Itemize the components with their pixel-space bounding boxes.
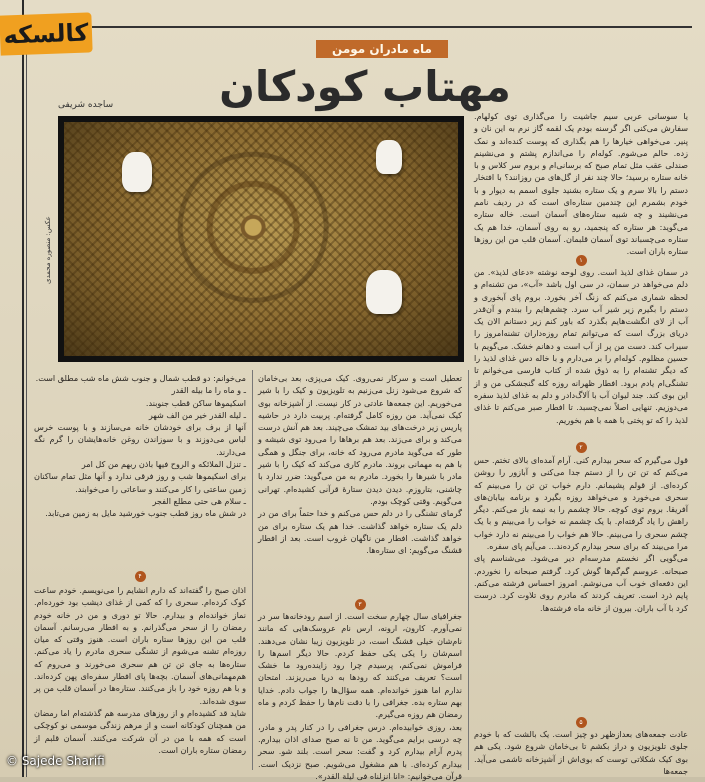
quote-line: ـ لیله القدر خیر من الف شهر — [148, 409, 246, 420]
watermark-text: © Sajede Sharifi — [6, 754, 105, 768]
praying-figure-2 — [376, 140, 402, 174]
column-right-mid — [474, 266, 688, 436]
copyright-watermark — [6, 754, 156, 772]
section-marker: ۲ — [576, 442, 587, 453]
column-right-footer — [474, 728, 688, 774]
section-marker: ۵ — [576, 717, 587, 728]
column-right-bottom — [474, 454, 688, 710]
quote-line: ـ سلام هی حتی مطلع الفجر — [152, 495, 246, 506]
paragraph: عادت جمعه‌های بعدازظهر دو چیز است. یک بالشت که با خودم جلوی تلویزیون و دراز بکشم تا بی‌خامان شروع شود. یکی هم بوی کیک شکلاتی توست که بوی‌اش از آشپزخانه تا‌شمی می‌آید. جمعه‌ها — [474, 729, 688, 776]
column-middle-top — [258, 372, 462, 594]
article-photo-frame — [58, 116, 464, 362]
mosque-carpet-photo — [64, 122, 458, 356]
praying-figure-1 — [122, 152, 152, 192]
photo-credit: عکس: منصوره محمدی — [44, 216, 52, 284]
paragraph: شاید قد کشیده‌ام و از روزهای مدرسه هم گذشته‌ام اما رمضان من همچنان کودکانه است و از مرهم زندگی موسمی نو کوچکی است که همه با من در آن شرکت می‌کنند. آسمان قلبم از رمضان ستاره باران است. — [34, 707, 246, 755]
paragraph: جغرافیای سال چهارم سخت است. از اسم رودخانه‌ها سر در نمی‌آورم. کارون، ارونه، ارس نام عروسک‌هایی که مانند نام‌شان خیلی قشنگ است، در تلویزیون زیبا نشان می‌دهند. اسم‌شان را یکی یکی حفظ کردم. حالا دیگر اسم‌ها را فراموش نمی‌کنم، پرسیدم چرا رود زاینده‌رود ما خشک است؟ تعریف می‌کنند که رودها به دریا می‌ریزند. امتحان ندارم اما هنوز خوانده‌ام. همه سؤال‌ها را جواب دادم. خدایا بهم ستاره بده. جغرافی را با دقت نام‌ها را حفظ کردم و ماه رمضان هم روزه می‌گیرم. — [258, 611, 462, 720]
section-marker: ۱ — [576, 255, 587, 266]
paragraph: در شش ماه روز قطب جنوب خورشید مایل به زمین می‌تابد. — [45, 508, 246, 519]
paragraph: می‌خوانم: دو قطب شمال و جنوب شش ماه شب مطلق است. — [35, 373, 246, 383]
article-headline: مهتاب کودکان — [219, 62, 511, 111]
section-marker-row — [474, 437, 688, 453]
paragraph: در سمان غذای لذیذ است. روی لوحه نوشته «دعای لذیذ». من دلم می‌خواهد در سمان، در سی اول باشد «آب»، من تشنه‌ام و لحظه شماری می‌کنم که زنگ آخر بخورد. بروم پای آبخوری و دستم را بگیرم زیر شیر آب سرد. چشم‌هایم را ببندم و آن‌قدر آب از لای انگشت‌هایم بگذرد که باور کنم زیر دستانم الان یک دریای بزرگ است که می‌توانم تمام روزه‌داران تشنه‌امروز را سیراب کند. دست من پر از آب است و دهانم خشک. می‌گویم با حسین مظلوم. کوله‌ام را بر می‌دارم و با خاله دس غذای لذیذ را که دیگر تشنه‌ام را به ذوق شده از کتاب فارسی می‌خوانم تا تشنگی‌ام یادم برود. افطار ظهرانه روزه کله گنجشکی من و از این بوی کند. جند لیوان آب با آلاگ‌دادر و دلم به غذای لذیذ سفره می‌دوزیم. تنهایی اصلاً نمی‌چسبد. تا افطار صبر می‌کنم تا غذای لذیذ را که تو پختی با همه با هم بخوریم. — [474, 267, 688, 425]
paragraph: آنها از برف برای خودشان خانه می‌سازند و با پوست خرس لباس می‌دوزند و با سوزاندن روغن خانه‌هایشان را گرم نگه می‌دارند. — [34, 422, 246, 457]
paragraph: یا سوسانی عربی سیم جاشیت را می‌گذاری توی کولهام. سفارش می‌کنی اگر گرسنه بودم یک لقمه گاز نرم به این نان و پنیر. می‌خواهی خیارها را هم بگذاری که پوست کنده‌اند و نمک زده. حالم می‌شوم. کوله‌ام را می‌اندازم پشتم و می‌نشینم صندلی عقب مثل تمام صبح که برسانی‌ام و بروم سر کلاس و با خانه ستاره برسید؛ حالا چند نفر از گل‌های من روزانند؟ با افتخار دستم را بالا سرم و یک ستاره بشنید جلوی اسمم به دیوار و با خودم بشمرم این چندمین ستاره‌ای است که در ردیف نامم می‌نشیند و چه شبیه ستاره‌های آسمان است. خاله ستاره می‌گوید: هر ستاره که پنجمید، رو به روی آسمان، خدا هم یک ستاره می‌چسباند توی آسمان قلبمان. آسمان قلب من این روزها ستاره باران است. — [474, 111, 688, 257]
column-rule — [468, 370, 469, 770]
quote-line: ـ و ماه را ما بیله القدر — [171, 385, 246, 396]
column-middle-bottom — [258, 610, 462, 781]
paragraph: قول می‌گیرم که سحر بیدارم کنی. آرام آمده‌ای بالای تختم. حس می‌کنم که تن تن را از دستم جدا می‌کنی و آبازور را روشن کرده‌ای. از قولم پشیمانم. دارم خواب تن تن را می‌بینم که سحری می‌خورد و می‌خواهد روزه بگیرد و برنامه بیابان‌های آفریقا. بروم توی کوچه. حالا چشمم را به نیمه باز می‌کنم. دیگر راهش را یاد گرفته‌ام. با یک چشمم نه خواب را می‌بینم و با یک چشم سحری را می‌بینم. حالا هم خواب را می‌بینم نه دارد خواب مرا می‌بیند که برای سحر بیدارم کرده‌ند... می‌آیم پای سفره. — [474, 455, 688, 552]
section-marker-row — [474, 250, 688, 266]
section-tag — [0, 12, 93, 55]
section-marker: ۴ — [135, 571, 146, 582]
article-kicker: ماه مادران مومن — [316, 40, 448, 58]
paragraph: گرمای تشنگی را در دلم حس می‌کنم و خدا حتماً برای من در دلم یک ستاره خواهد گذاشت. خدا هم یک ستاره برای من خواهد گذاشت. افطار من ناگهان غروب است. بعد از افطار قشنگ می‌گویم: ای ستاره‌ها. — [258, 508, 462, 556]
column-right-top — [474, 110, 688, 257]
quote-line: ـ تنزل الملائکه و الروح فیها باذن ربهم من کل امر — [81, 459, 246, 470]
paragraph: تعطیل است و سرکار نمی‌روی. کیک می‌پزی، بعد بی‌خامان که شروع می‌شود زنل می‌زنیم به تلویزیون و کیک را با شیر می‌خوریم. این جمعه‌ها عادتی در کار نیست. از آشپزخانه بوی کیک نمی‌آید. من روزه کامل گرفته‌ام. پربیت دارد در حاشیه پاریس زیر درخت‌های بید تمشک می‌چیند. بعد هم آنش درست می‌کند و برای می‌زند. بعد هم برها‌ها را می‌رود توی شیشه و طور که می‌گوید مادرم می‌رود که خانه، برای جنگل و همگی با هم به مهمانی بروند. مادرم کاری می‌کند که کیک را با شیر مادر با شیر‌ها را بخورد. مادرم به من می‌گوید: ضرر ندارد با چاشنی، بتاروزم. دیدن دیدن ستارهٔ قرآنی کشیده‌ام. تهرانی می‌گویم. وقتی کوچک بودم. — [258, 373, 462, 506]
section-tag-label: کالسکه — [3, 18, 89, 50]
praying-figure-3 — [366, 270, 402, 314]
paragraph: اذان صبح را گفته‌اند که دارم انشایم را می‌نویسم. خودم ساعت کوک کرده‌ام. سحری را که کمی از غذای دیشب بود خورده‌ام. نماز خوانده‌ام و بیدارم. حالا تو دوری و من در خانه خودم رمضان را از سحر می‌گذرانم. و به افطار می‌رسانم. آسمان قلب من این روزها ستاره باران است. هنوز وقتی که میان روزه‌ام تشنه می‌شوم از تشنگی سحری مادرم را یاد می‌کنم. ستاره‌ها به جای تن تن هم سحری می‌خورند و می‌روم که هم‌مهمانی‌های آسمان. بچه‌ها پای افطار سفره‌ای پهن کرده‌اند. و با هم روزه خود را باز می‌کنند. ستاره‌ها در آسمان قلب من پر سوی شده‌اند. — [34, 585, 246, 706]
section-marker-row — [474, 712, 688, 728]
left-border-rule-thin — [26, 40, 27, 777]
header-rule — [92, 26, 692, 28]
section-marker: ۳ — [355, 599, 366, 610]
column-left-top — [34, 372, 246, 564]
column-rule — [252, 370, 253, 770]
paragraph: بعد، روزی خوابیده‌ام. درس جغرافی را در کنار پدر و مادر، چه درسی برایم می‌گوید. من تا نه صبح صدای اذان بیدارم. پدرم آرام بیدارم کرد و گفت: سحر است. بلند شو. سحر بیدارم کرده‌ای. با هم مشغول می‌شویم. صبح نزدیک است. قرآن می‌خوانیم: «انا انزلناه فی لیلة القدر». — [258, 721, 462, 781]
paragraph: می‌گویی اگر نخستم مدرسه‌ام دیر می‌شود. می‌شناسم پای صبحانه. عروسم گم‌گم‌ها گوش کرد. گرفتم صبحانه را نخوردم. این دفعه‌ای خوب آب می‌نوشم. امروز احساس فرشته می‌کنم. پایم ذرد است. تعریف کردند که مادرم روی تلاوت کرد. درست کرد با آب باران. بیرون از خانه ماه فرشته‌ها. — [474, 553, 688, 613]
paragraph: اسکیموها ساکن قطب جنوبند. — [145, 397, 246, 408]
section-marker-row — [34, 566, 246, 582]
left-border-rule — [22, 0, 24, 777]
article-byline: ساجده شریفی — [58, 100, 114, 110]
section-marker-row — [258, 594, 462, 610]
paragraph: برای اسکیموها شب و روز فرقی ندارد و آنها مثل تمام ساکنان زمین ساعتی را کار می‌کنند و ساعاتی را می‌خوابند. — [34, 471, 246, 494]
column-left-bottom — [34, 584, 246, 755]
